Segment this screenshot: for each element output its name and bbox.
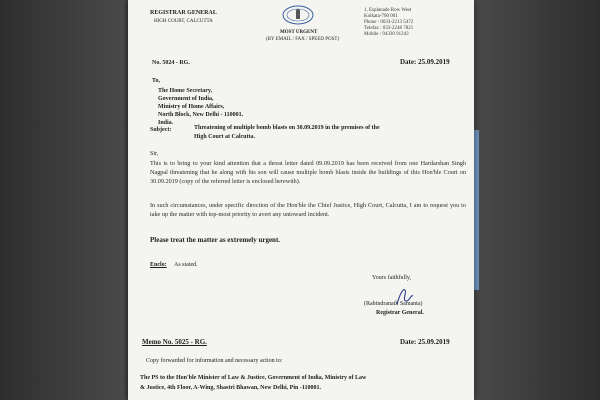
addressee-line: Government of India,: [158, 96, 214, 102]
background-right: [470, 0, 600, 400]
subject-text: Threatening of multiple bomb blasts on 30.09.2019 in the premises of the: [194, 125, 380, 131]
contact-line: Phone : 0033-2213 5472: [364, 20, 414, 25]
contact-line: Mobile : 94330 91243: [364, 32, 409, 37]
urgent-note: Please treat the matter as extremely urgent.: [150, 236, 281, 244]
closing: Yours faithfully,: [372, 275, 412, 281]
delivery-mode: (BY EMAIL / FAX / SPEED POST): [266, 37, 340, 42]
recipient-line: & Justice, 4th Floor, A-Wing, Shastri Bhawan, New Delhi, Pin -110001.: [140, 385, 322, 391]
copy-forward-note: Copy forwarded for information and necessary action to:: [146, 358, 283, 364]
signatory-title: Registrar General.: [376, 310, 424, 316]
to-label: To,: [152, 78, 160, 84]
classification: MOST URGENT: [280, 30, 318, 35]
subject-label: Subject:: [150, 127, 172, 133]
salutation: Sir,: [150, 151, 159, 157]
enclosure-text: As stated.: [174, 262, 198, 268]
memo-number-top: No. 5024 - RG.: [152, 60, 190, 66]
recipient-line: The PS to the Hon'ble Minister of Law & Justice, Government of India, Ministry of Law: [140, 375, 367, 381]
body-paragraph-1: This is to bring to your kind attention that a threat letter dated 09.09.2019 has been received from one Hardarshan Singh Nagpal threatening that he along with his son will cause multiple bomb blasts inside the buildings of this Hon'ble Court on 30.09.2019 (copy of the referred letter is enclosed herewith).: [150, 160, 466, 186]
addressee-line: Ministry of Home Affairs,: [158, 104, 225, 110]
body-paragraph-2: In such circumstances, under specific direction of the Hon'ble the Chief Justice, High Court, Calcutta, I am to request you to take up the matter with top-most priority to avert any untoward incident.: [150, 202, 466, 219]
subject-text: High Court at Calcutta.: [194, 134, 255, 140]
signatory-name: (Rabindranath Samanta): [364, 301, 423, 307]
blue-folder-edge: [474, 130, 479, 290]
addressee-line: The Home Secretary,: [158, 88, 213, 94]
background-left: [0, 0, 125, 400]
memo-date-bottom: Date: 25.09.2019: [400, 338, 450, 346]
org-subtitle: HIGH COURT, CALCUTTA: [154, 19, 213, 24]
contact-line: Telefax : 033-2248 7821: [364, 26, 414, 31]
org-title: REGISTRAR GENERAL: [150, 10, 217, 16]
addressee-line: North Block, New Delhi - 110001.: [158, 112, 244, 118]
contact-line: 1, Esplanade Row West: [364, 8, 412, 13]
high-court-seal-icon: [281, 5, 315, 25]
memo-number-bottom: Memo No. 5025 - RG.: [142, 338, 207, 346]
memo-date-top: Date: 25.09.2019: [400, 58, 450, 66]
addressee-line: India.: [158, 120, 174, 126]
letter-page: [128, 0, 474, 400]
enclosure-label: Enclo:: [150, 262, 167, 268]
contact-line: Kolkata-700 001: [364, 14, 398, 19]
